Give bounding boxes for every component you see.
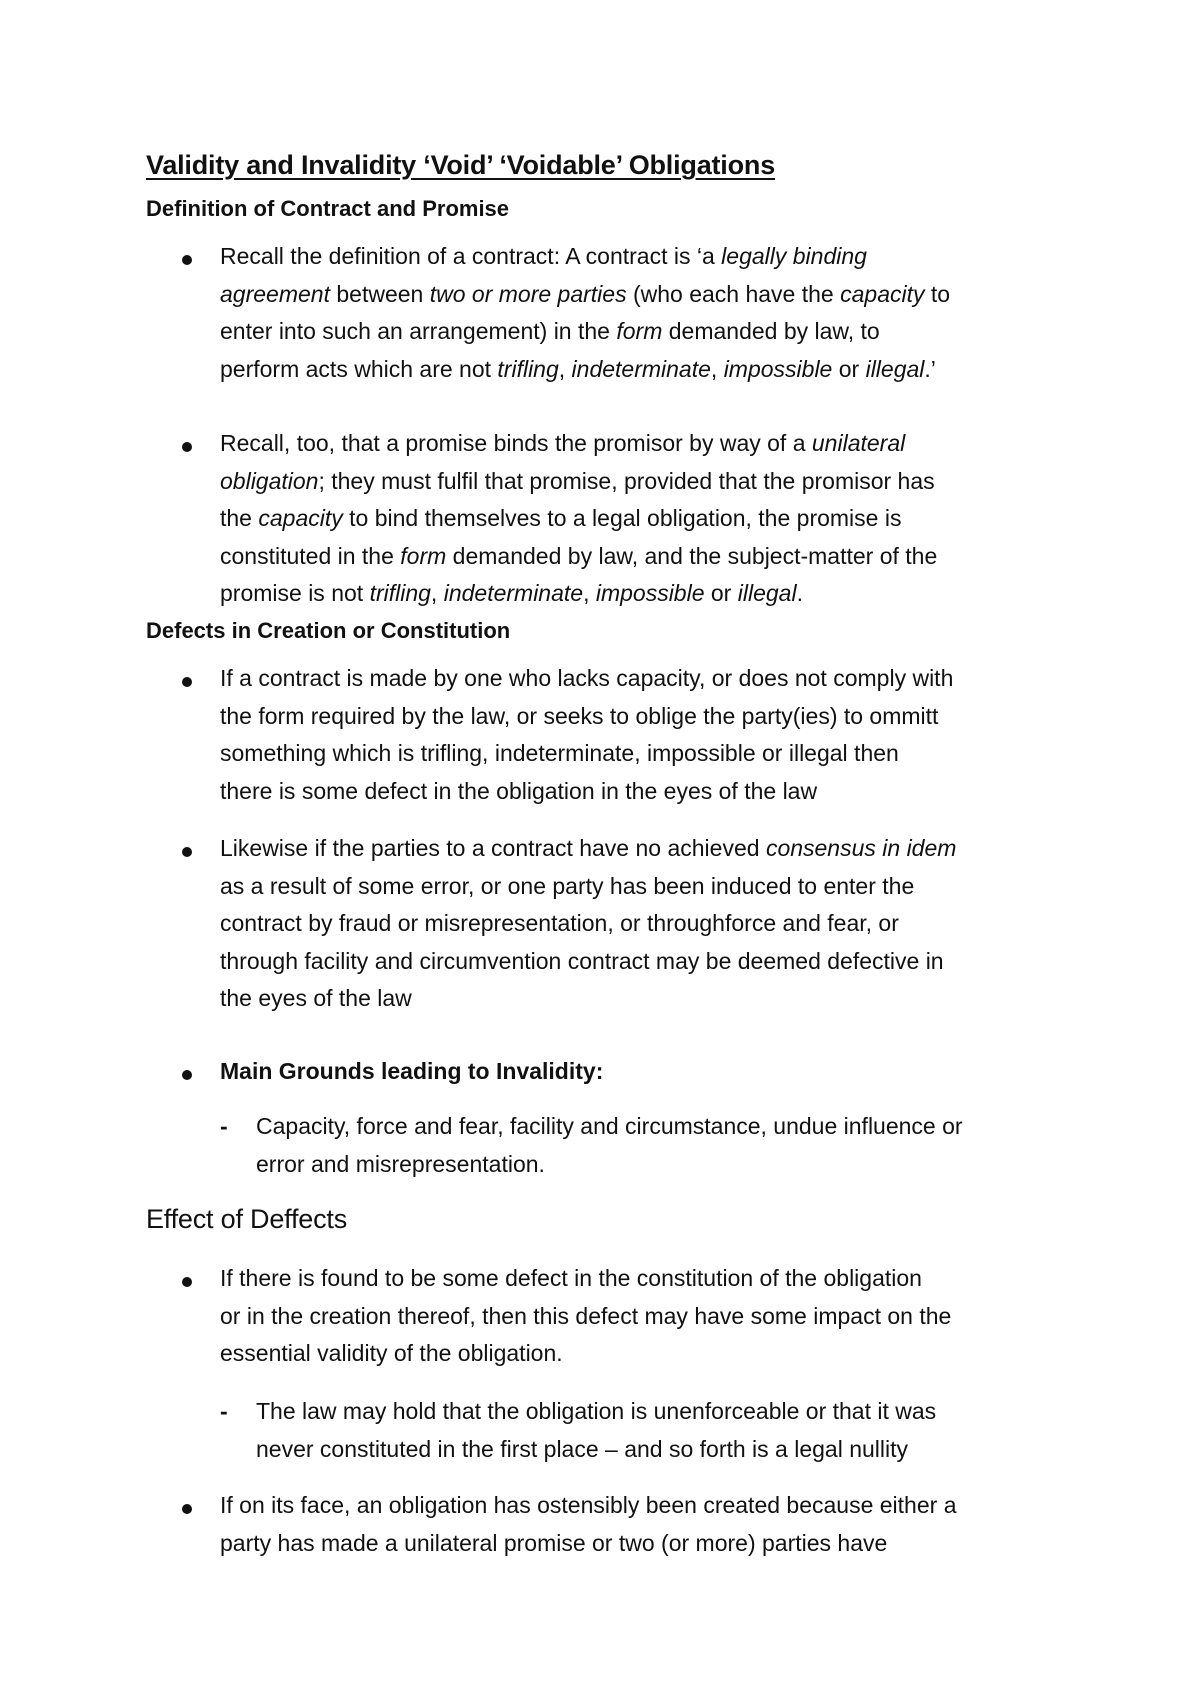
section-heading-definition: Definition of Contract and Promise <box>146 196 510 221</box>
bullet-item-consensus: Likewise if the parties to a contract have no achieved consensus in idem as a result of some error, or one party has been induced to enter the contract by fraud or misrepresentation, or throughforce and fear, or through facility and circumvention contract may be deemed defective in the eyes of the law <box>220 830 1070 1018</box>
dash-marker: - <box>220 1113 228 1139</box>
document-title: Validity and Invalidity ‘Void’ ‘Voidable’ Obligations <box>146 150 776 180</box>
dash-marker: - <box>220 1398 228 1424</box>
bullet-item-contract-definition: Recall the definition of a contract: A contract is ‘a legally binding agreement between two or more parties (who each have the capacity to enter into such an arrangement) in the form demanded by law, to perform acts which are not trifling, indeterminate, impossible or illegal.’ <box>220 238 1070 388</box>
bullet-item-promise: Recall, too, that a promise binds the promisor by way of a unilateral obligation; they must fulfil that promise, provided that the promisor has the capacity to bind themselves to a legal obligation, the promise is constituted in the form demanded by law, and the subject-matter of the promise is not trifling, indeterminate, impossible or illegal. <box>220 425 1070 613</box>
bullet-icon <box>182 1277 192 1287</box>
bullet-icon <box>182 847 192 857</box>
bullet-icon <box>182 442 192 452</box>
section-heading-effect: Effect of Deffects <box>146 1204 348 1234</box>
section-heading-defects: Defects in Creation or Constitution <box>146 618 511 643</box>
bullet-item-capacity-defect: If a contract is made by one who lacks capacity, or does not comply with the form required by the law, or seeks to oblige the party(ies) to ommitt something which is trifling, indeterminate, impossible or illegal then there is some defect in the obligation in the eyes of the law <box>220 660 1070 810</box>
dash-item-grounds-list: - Capacity, force and fear, facility and circumstance, undue influence or error and misrepresentation. <box>256 1108 1076 1183</box>
dash-item-nullity: - The law may hold that the obligation is unenforceable or that it was never constituted in the first place – and so forth is a legal nullity <box>256 1393 1076 1468</box>
bullet-item-defect-impact: If there is found to be some defect in the constitution of the obligation or in the creation thereof, then this defect may have some impact on the essential validity of the obligation. <box>220 1260 1070 1373</box>
bullet-icon <box>182 1070 192 1080</box>
bullet-icon <box>182 677 192 687</box>
bullet-item-main-grounds: Main Grounds leading to Invalidity: <box>220 1053 1070 1091</box>
bullet-icon <box>182 1504 192 1514</box>
bullet-icon <box>182 255 192 265</box>
bullet-item-ostensible-obligation: If on its face, an obligation has ostensibly been created because either a party has made a unilateral promise or two (or more) parties have <box>220 1487 1070 1562</box>
